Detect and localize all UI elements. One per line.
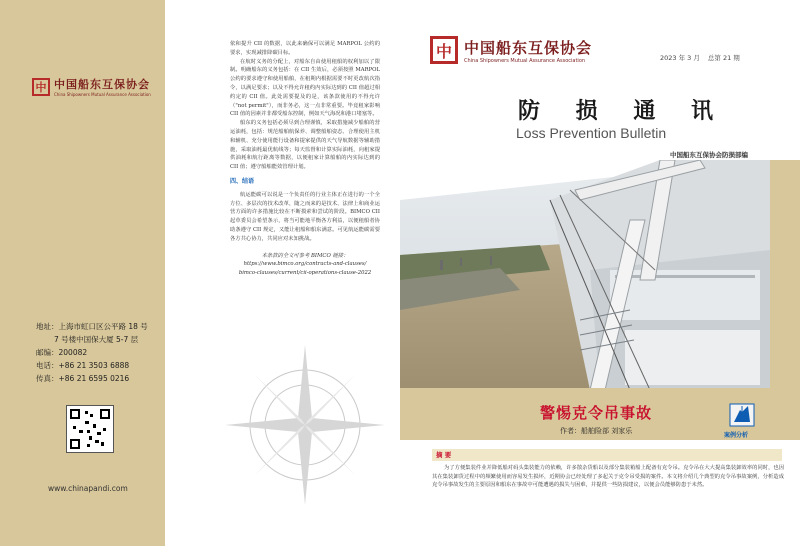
- issue-info: [660, 53, 740, 62]
- abstract-text: 为了方便集装件业并降低船对码头集装能力的依赖，许多散杂货船以及部分集装箱船上配备有克令吊。克令吊在大大提高集装卸效率的同时，也因其在集装卸货过程中的频繁使用而容易发生损坏，近期协会已经处理了多起关于克令吊受损的案件。本文将介绍几个典型的克令吊事故案例，分析造成克令吊事故发生的主要原因和船东在事故中可能遭遇的损失与困难，并提供一些防损建议，以便会员能够防患于未然。: [432, 465, 784, 488]
- bulletin-title-en: Loss Prevention Bulletin: [516, 125, 667, 141]
- section-heading: 四、结语: [230, 177, 255, 185]
- logo-mark-icon: 中: [32, 78, 50, 96]
- website-text: www.chinapandi.com: [48, 484, 128, 493]
- article-paragraph: 在航时义务的分配上，对船东自由使用租船的权利加以了限制。明确船东的义务包括：在 CII 生效后，必须按照 MARPOL 公约的要求遵守和使用船舶，在租期内根据需要不时更改航次指令，以满足要求；以及不得允许租约内实际达到的 CII 值超过相约定的 CII 值。此处需要提及的是，该条款使用的不得允许（"not permit"），而非务必，这一点非常重要。毕竟租家影响 CII 值的因素并非都受船东控制，例如天气海况和港口堵塞等。: [230, 58, 380, 118]
- back-cover-panel: [0, 0, 165, 546]
- abstract-bar: [432, 449, 782, 461]
- logo-cn-text: 中国船东互保协会: [54, 78, 150, 91]
- article-headline: 警惕克令吊事故: [540, 404, 653, 422]
- issue-number: 总第 21 期: [707, 54, 740, 62]
- compass-watermark-icon: [220, 340, 390, 510]
- bulletin-title-cn: 防 损 通 讯: [518, 99, 727, 124]
- note-link[interactable]: bimco-clauses/current/cii-operations-clause-2022: [238, 270, 372, 277]
- fax-line: 传真：+86 21 6595 0216: [36, 374, 130, 383]
- gold-strip: [770, 160, 800, 390]
- note-line: 本条款的全文可参考 BIMCO 链接：: [261, 252, 349, 259]
- logo-mark-icon: 中: [430, 36, 458, 64]
- note-link[interactable]: https://www.bimco.org/contracts-and-clauses/: [243, 261, 367, 268]
- postcode-line: 邮编：200082: [36, 348, 88, 357]
- contact-address: [36, 320, 148, 385]
- logo-en-text: China Shipowners Mutual Assurance Association: [54, 92, 151, 97]
- logo-en-text: China Shipowners Mutual Assurance Association: [464, 57, 586, 64]
- article-paragraph: 航运能碳可以说是一个负责任的行业主体正在进行的一个全方位、多层次的技术改革，随之而来的是技术、法律上和商业运营方面的许多措施比较在不断摸索和尝试的阶段。BIMCO CII 起草委员会希望条示，将当可能地平衡各方利益，以便租船者协助条遵守 CII 规定，又能让租船和船东满意。可见航运能碳需要各方共心协力，共同应对未知挑战。: [230, 191, 380, 242]
- editor-credit: 中国船东互保协会防损部编: [670, 151, 748, 159]
- issue-date: 2023 年 3 月: [660, 54, 700, 62]
- logo-cn-text: 中国船东互保协会: [464, 38, 593, 57]
- case-analysis-label: 案例分析: [724, 432, 749, 439]
- article-column: [230, 40, 380, 278]
- article-paragraph: 依和提升 CII 的数据，以此来确保可以满足 MARPOL 公约的要求，实现减排降碳目标。: [230, 41, 380, 56]
- article-byline: 作者：船舶险部 刘家乐: [560, 427, 633, 435]
- article-paragraph: 船东的义务包括必须尽到合理谨慎，采取措施减少船舶的营运油耗，包括：规范船舶航保养、调整船舶姿态、合理使用主机和辅机、充分使用能行设备和提家提供的天气导航数据等辅助措施，采取油耗最优航线等；每天监督和计算实际油耗，向租家提供油耗和航行距离等数据，以便租家计算船舶的内实际达到的 CII 值；遵守船舶能效管理计划。: [230, 120, 380, 171]
- reference-note: [230, 252, 380, 278]
- association-logo: [430, 36, 592, 64]
- address-line: 7 号楼中国保大厦 5-7 层: [54, 335, 139, 344]
- abstract-label: 摘 要: [436, 451, 452, 459]
- qr-code-icon: [66, 405, 114, 453]
- phone-line: 电话：+86 21 3503 6888: [36, 361, 130, 370]
- address-line: 地址：上海市虹口区公平路 18 号: [36, 322, 148, 331]
- association-logo-small: [32, 76, 151, 97]
- ship-crane-photo: [400, 160, 770, 390]
